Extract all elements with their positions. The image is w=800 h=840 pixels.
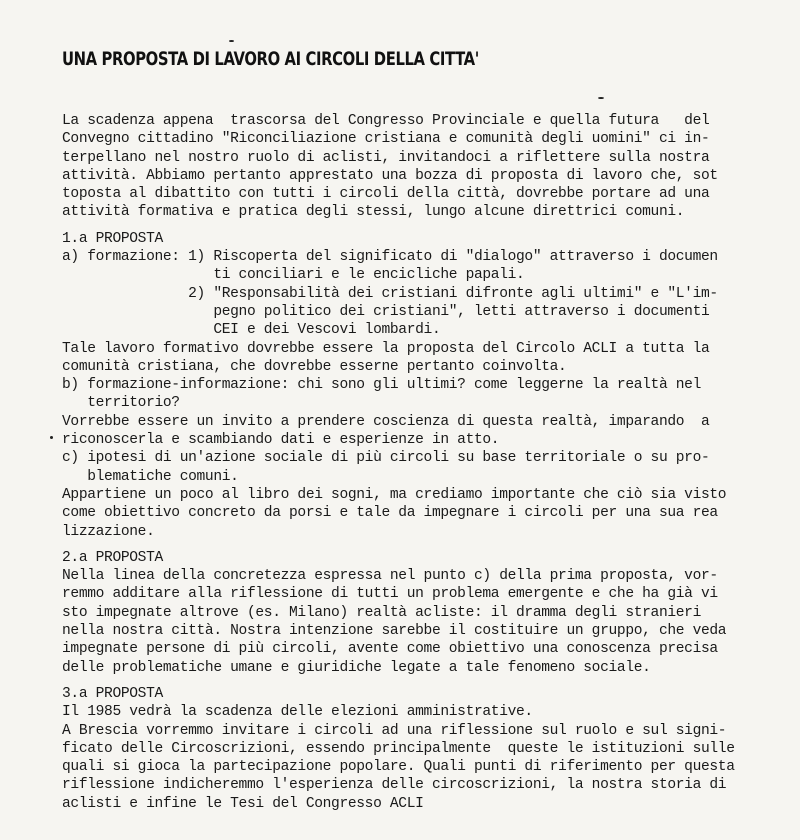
intro-line: terpellano nel nostro ruolo di aclisti, invitandoci a riflettere sulla nostra	[62, 149, 710, 166]
proposta-2-section	[62, 549, 782, 677]
ink-speck	[50, 436, 53, 439]
proposta-3-line: ficato delle Circoscrizioni, essendo principalmente queste le istituzioni sulle	[62, 740, 735, 757]
proposta-2-line: nella nostra città. Nostra intenzione sarebbe il costituire un gruppo, che veda	[62, 623, 727, 640]
proposta-1-line: come obiettivo concreto da porsi e tale da impegnare i circoli per una sua rea	[62, 505, 718, 522]
proposta-1-line: territorio?	[62, 395, 180, 412]
intro-paragraph	[62, 112, 782, 222]
proposta-2-line: Nella linea della concretezza espressa nel punto c) della prima proposta, vor-	[62, 568, 718, 585]
proposta-1-line: Tale lavoro formativo dovrebbe essere la proposta del Circolo ACLI a tutta la	[62, 340, 710, 357]
proposta-1-line: ti conciliari e le encicliche papali.	[62, 267, 525, 284]
proposta-3-heading: 3.a PROPOSTA	[62, 685, 163, 702]
intro-line: attività. Abbiamo pertanto apprestato una bozza di proposta di lavoro che, sot	[62, 167, 718, 184]
proposta-1-line: Appartiene un poco al libro dei sogni, ma crediamo importante che ciò sia visto	[62, 486, 727, 503]
proposta-1-heading: 1.a PROPOSTA	[62, 230, 163, 247]
proposta-2-line: remmo additare alla riflessione di tutti un problema emergente e che ha già vi	[62, 586, 718, 603]
intro-line: Convegno cittadino "Riconciliazione cristiana e comunità degli uomini" ci in-	[62, 131, 710, 148]
proposta-2-line: delle problematiche umane e giuridiche legate a tale fenomeno sociale.	[62, 659, 651, 676]
proposta-2-line: sto impegnate altrove (es. Milano) realtà acliste: il dramma degli stranieri	[62, 604, 701, 621]
proposta-1-line: comunità cristiana, che dovrebbe esserne pertanto coinvolta.	[62, 358, 567, 375]
proposta-1-line: Vorrebbe essere un invito a prendere coscienza di questa realtà, imparando a	[62, 413, 710, 430]
proposta-1-line: b) formazione-informazione: chi sono gli ultimi? come leggerne la realtà nel	[62, 377, 701, 394]
proposta-1-line: blematiche comuni.	[62, 468, 239, 485]
document-body	[62, 112, 782, 813]
proposta-2-heading: 2.a PROPOSTA	[62, 549, 163, 566]
proposta-1-line: pegno politico dei cristiani", letti attraverso i documenti	[62, 303, 710, 320]
intro-line: La scadenza appena trascorsa del Congresso Provinciale e quella futura del	[62, 113, 710, 129]
proposta-1-line: a) formazione: 1) Riscoperta del significato di "dialogo" attraverso i documen	[62, 249, 718, 266]
intro-line: toposta al dibattito con tutti i circoli della città, dovrebbe portare ad una	[62, 186, 710, 203]
proposta-3-line: quali si gioca la partecipazione popolare. Quali punti di riferimento per questa	[62, 759, 735, 776]
proposta-1-line: riconoscerla e scambiando dati e esperienze in atto.	[62, 432, 500, 449]
proposta-1-line: 2) "Responsabilità dei cristiani difronte agli ultimi" e "L'im-	[62, 285, 718, 302]
ink-speck	[229, 40, 234, 42]
proposta-2-line: impegnate persone di più circoli, avente come obiettivo una conoscenza precisa	[62, 641, 718, 658]
proposta-3-line: aclisti e infine le Tesi del Congresso ACLI	[62, 795, 424, 812]
proposta-3-line: riflessione indicheremmo l'esperienza delle circoscrizioni, la nostra storia di	[62, 777, 727, 794]
proposta-1-line: c) ipotesi di un'azione sociale di più circoli su base territoriale o su pro-	[62, 450, 710, 467]
proposta-3-section	[62, 685, 782, 813]
proposta-1-line: lizzazione.	[62, 523, 155, 540]
ink-speck	[598, 97, 604, 99]
document-title: UNA PROPOSTA DI LAVORO AI CIRCOLI DELLA CITTA'	[62, 48, 479, 70]
proposta-3-line: A Brescia vorremmo invitare i circoli ad una riflessione sul ruolo e sul signi-	[62, 722, 727, 739]
proposta-3-line: Il 1985 vedrà la scadenza delle elezioni amministrative.	[62, 704, 533, 721]
proposta-1-section	[62, 230, 782, 541]
intro-line: attività formativa e pratica degli stessi, lungo alcune direttrici comuni.	[62, 204, 685, 221]
proposta-1-line: CEI e dei Vescovi lombardi.	[62, 322, 441, 339]
